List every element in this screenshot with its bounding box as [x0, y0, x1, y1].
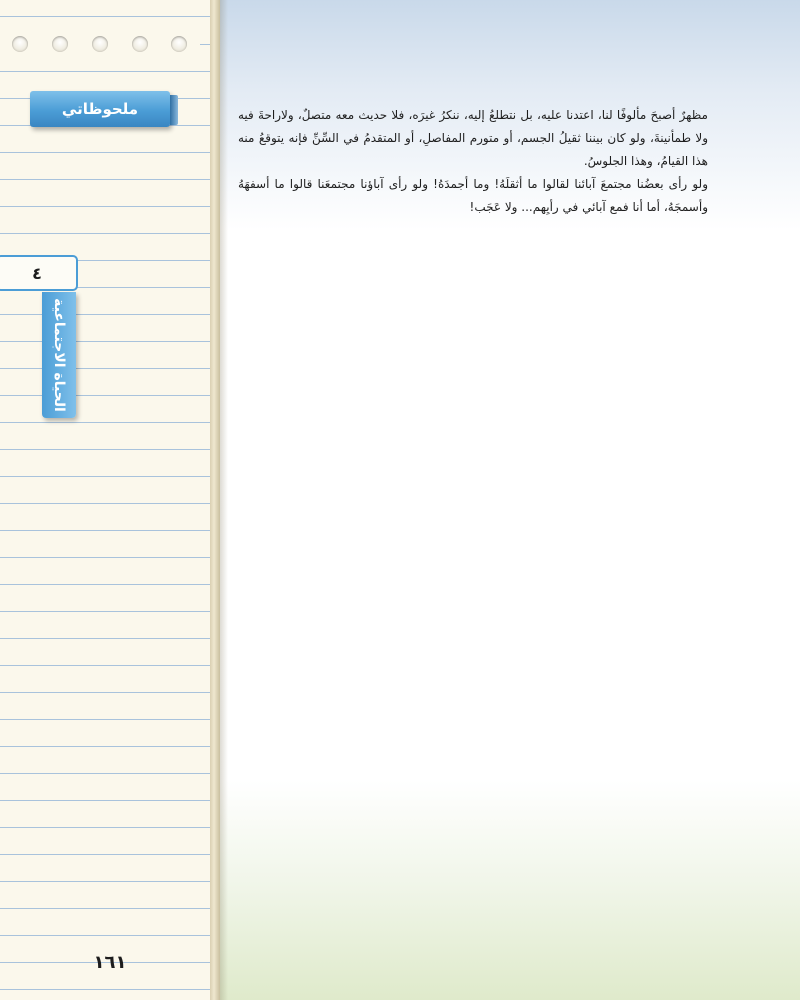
unit-title-tab	[42, 292, 76, 418]
binding-hole-icon	[92, 36, 108, 52]
main-text	[238, 104, 708, 219]
unit-title: الحياة الاجتماعية	[51, 298, 67, 412]
notebook-spine	[210, 0, 220, 1000]
binding-hole-icon	[12, 36, 28, 52]
notes-tab-label: ملحوظاتي	[61, 100, 139, 118]
binding-hole-icon	[171, 36, 187, 52]
unit-number: ٤	[32, 263, 42, 283]
paragraph: مظهرٌ أصبحَ مألوفًا لنا، اعتدنا عليه، بل نتطلعُ إليه، ننكرُ غيرَه، فلا حديث معه متصلٌ، ولاراحةَ فيه ولا طمأنينةَ، ولو كان بيننا ثقيلُ الجسم، أو متورم المفاصلِ، أو المتقدمُ في السِّنِّ فإنه يتوقعُ منه هذا القيامُ، وهذا الجلوسُ.	[238, 108, 708, 168]
page-number: ١٦١	[93, 952, 127, 973]
binding-hole-icon	[132, 36, 148, 52]
notebook-sidebar	[0, 0, 210, 1000]
unit-number-box	[0, 255, 78, 291]
notes-tab	[30, 91, 170, 127]
binding-hole-icon	[52, 36, 68, 52]
paragraph: ولو رأى بعضُنا مجتمعَ آبائنا لقالوا ما أثقلَهُ! وما أجمدَهُ! ولو رأى آباؤنا مجتمعَنا قالوا ما أسفهَهُ وأسمجَهُ، أما أنا فمع آبائي في رأيِهم... ولا عَجَب!	[238, 177, 708, 214]
notebook-spine-shadow	[220, 0, 228, 1000]
notes-tab-edge	[170, 95, 178, 125]
